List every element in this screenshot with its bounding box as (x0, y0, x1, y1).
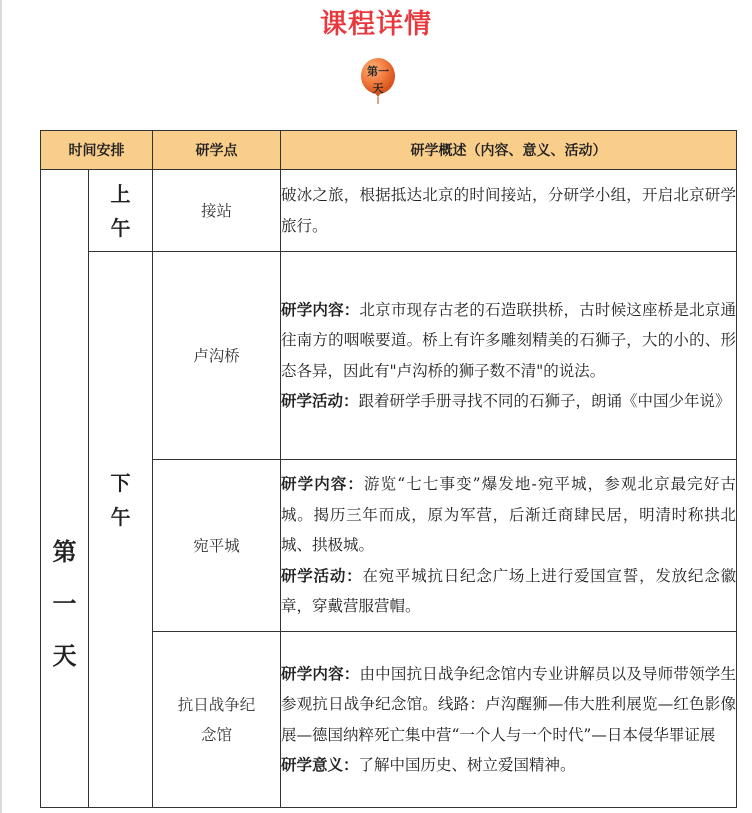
site-line: 念馆 (200, 725, 232, 744)
site-cell: 宛平城 (153, 460, 281, 632)
site-cell (153, 632, 281, 808)
table-row (41, 170, 737, 252)
content-text: 北京市现存古老的石造联拱桥，古时候这座桥是北京通往南方的咽喉要道。桥上有许多雕刻精美的石狮子，大的小的、形态各异，因此有"卢沟桥的狮子数不清"的说法。 (281, 300, 736, 380)
activity-text: 跟着研学手册寻找不同的石狮子，朗诵《中国少年说》 (358, 392, 731, 410)
period-afternoon (89, 252, 153, 808)
site-cell: 卢沟桥 (153, 252, 281, 460)
activity-label: 研学活动： (281, 566, 363, 585)
desc-cell (281, 632, 737, 808)
site-cell: 接站 (153, 170, 281, 252)
course-schedule-table (40, 130, 737, 808)
desc-cell (281, 460, 737, 632)
period-char: 下 (110, 470, 131, 495)
day-char: 天 (52, 641, 77, 670)
period-char: 上 (110, 181, 131, 206)
balloon-label (359, 63, 397, 97)
activity-label: 研学活动： (281, 392, 359, 410)
period-char: 午 (110, 504, 131, 529)
header-desc: 研学概述（内容、意义、活动） (281, 131, 737, 170)
day-balloon-badge (359, 58, 397, 104)
content-text: 由中国抗日战争纪念馆内专业讲解员以及导师带领学生参观抗日战争纪念馆。线路：卢沟醒狮—伟大胜利展览—红色影像展—德国纳粹死亡集中营“一个人与一个时代”—日本侵华罪证展 (281, 664, 736, 744)
content-text: 游览“七七事变”爆发地-宛平城，参观北京最完好古城。揭历三年而成，原为军营，后渐迁商肆民居，明清时称拱北城、拱极城。 (281, 475, 736, 555)
period-char: 午 (110, 215, 131, 240)
desc-cell (281, 252, 737, 460)
activity-text: 在宛平城抗日纪念广场上进行爱国宣誓，发放纪念徽章，穿戴营服营帽。 (281, 566, 736, 616)
meaning-label: 研学意义： (281, 756, 359, 774)
header-site: 研学点 (153, 131, 281, 170)
header-time: 时间安排 (41, 131, 153, 170)
day-char: 一 (52, 589, 77, 618)
table-row (41, 252, 737, 460)
desc-cell: 破冰之旅，根据抵达北京的时间接站，分研学小组，开启北京研学旅行。 (281, 170, 737, 252)
table-header-row (41, 131, 737, 170)
period-morning (89, 170, 153, 252)
page-title: 课程详情 (320, 9, 432, 40)
page-left-border (0, 0, 2, 813)
meaning-text: 了解中国历史、树立爱国精神。 (358, 756, 576, 774)
balloon-label-line2: 天 (372, 82, 384, 95)
balloon-label-line1: 第一 (367, 65, 389, 78)
content-label: 研学内容： (281, 664, 360, 683)
content-label: 研学内容： (281, 300, 360, 319)
content-label: 研学内容： (281, 475, 365, 494)
site-line: 抗日战争纪 (177, 695, 256, 714)
day-label (41, 170, 89, 808)
day-char: 第 (52, 537, 77, 566)
